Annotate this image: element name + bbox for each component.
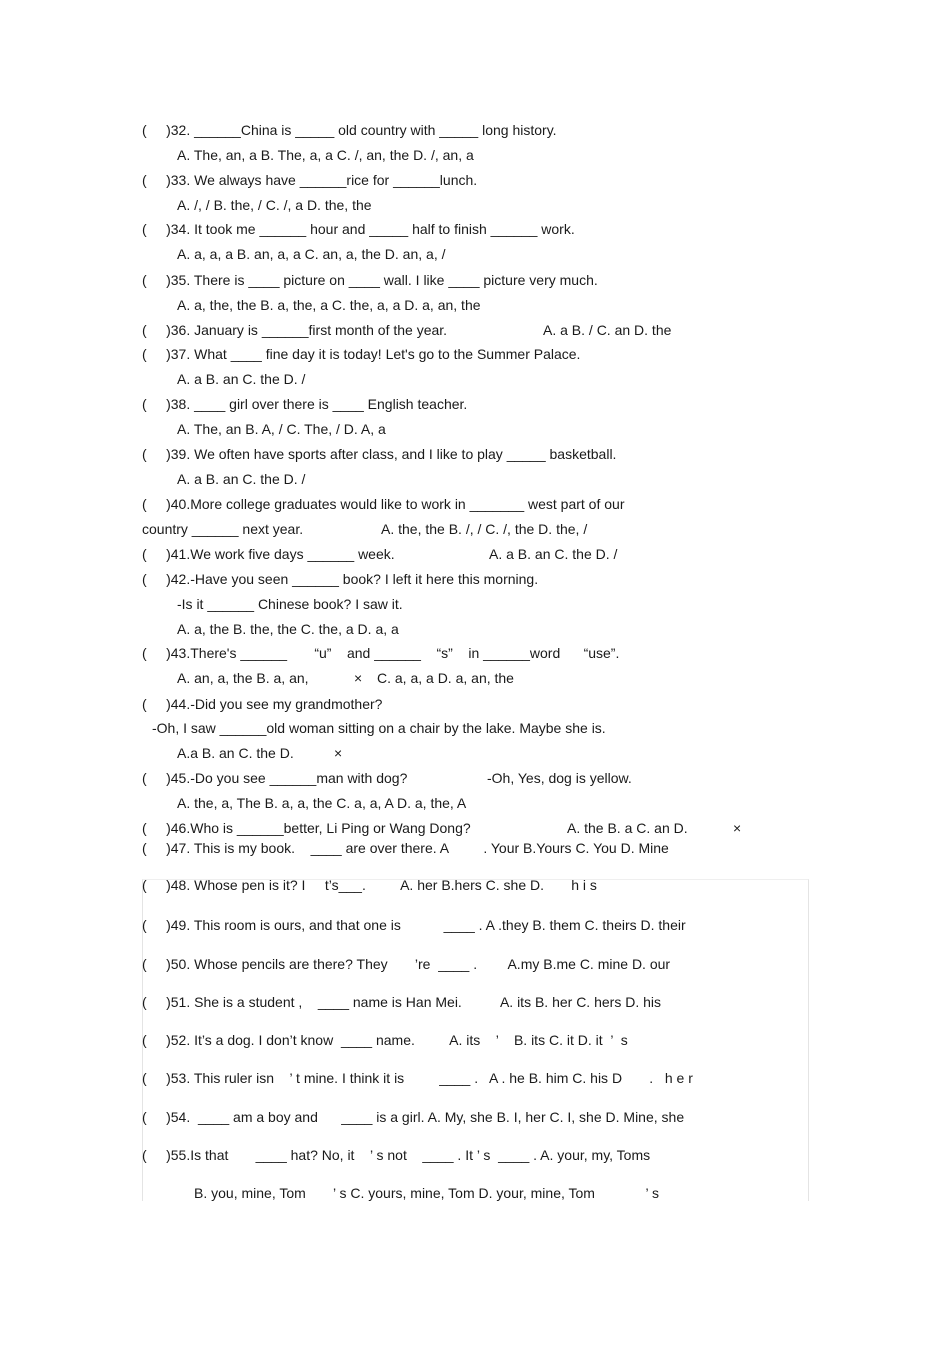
question-46-options: A. the B. a C. an D. [567,820,688,836]
question-55-options: B. you, mine, Tom ’ s C. yours, mine, Tom D. your, mine, Tom ’ s [194,1185,659,1201]
question-53: ( )53. This ruler isn ’ t mine. I think it is ____ . A . he B. him C. his D . h e r [142,1070,693,1086]
question-54: ( )54. ____ am a boy and ____ is a girl. A. My, she B. I, her C. I, she D. Mine, she [142,1109,685,1125]
question-39: ( )39. We often have sports after class, and I like to play _____ basketball. [142,446,617,462]
question-37-options: A. a B. an C. the D. / [177,371,306,387]
question-32: ( )32. ______China is _____ old country with _____ long history. [142,122,557,138]
question-43-options-b: C. a, a, a D. a, an, the [377,670,514,686]
question-51: ( )51. She is a student , ____ name is Han Mei. A. its B. her C. hers D. his [142,994,661,1010]
question-38-options: A. The, an B. A, / C. The, / D. A, a [177,421,386,437]
question-38: ( )38. ____ girl over there is ____ English teacher. [142,396,468,412]
question-45-options: A. the, a, The B. a, a, the C. a, a, A D. a, the, A [177,795,467,811]
question-55: ( )55.Is that ____ hat? No, it ’ s not ____ . It ’ s ____ . A. your, my, Toms [142,1147,651,1163]
question-44-options: A.a B. an C. the D. [177,745,294,761]
question-44: ( )44.-Did you see my grandmother? [142,696,383,712]
cross-mark-icon: × [733,820,742,836]
question-40-options: A. the, the B. /, / C. /, the D. the, / [381,521,588,537]
question-35: ( )35. There is ____ picture on ____ wall. I like ____ picture very much. [142,272,598,288]
question-52: ( )52. It’s a dog. I don’t know ____ name. A. its ’ B. its C. it D. it ’ s [142,1032,628,1048]
question-49: ( )49. This room is ours, and that one is ____ . A .they B. them C. theirs D. their [142,917,686,933]
question-44-reply: -Oh, I saw ______old woman sitting on a chair by the lake. Maybe she is. [152,720,606,736]
question-43-options-a: A. an, a, the B. a, an, [177,670,309,686]
question-43: ( )43.There's ______ “u” and ______ “s” in ______word “use”. [142,645,620,661]
question-42: ( )42.-Have you seen ______ book? I left it here this morning. [142,571,539,587]
question-42-options: A. a, the B. the, the C. the, a D. a, a [177,621,399,637]
question-48: ( )48. Whose pen is it? I t’s___. A. her B.hers C. she D. h i s [142,877,597,893]
question-45-reply: -Oh, Yes, dog is yellow. [487,770,632,786]
question-40-continued: country ______ next year. [142,521,304,537]
question-42-reply: -Is it ______ Chinese book? I saw it. [177,596,403,612]
question-33: ( )33. We always have ______rice for ______lunch. [142,172,478,188]
question-36: ( )36. January is ______first month of the year. [142,322,448,338]
question-34: ( )34. It took me ______ hour and _____ half to finish ______ work. [142,221,575,237]
cross-mark-icon: × [354,670,363,686]
question-37: ( )37. What ____ fine day it is today! Let's go to the Summer Palace. [142,346,581,362]
question-40: ( )40.More college graduates would like to work in _______ west part of our [142,496,625,512]
question-36-options: A. a B. / C. an D. the [543,322,672,338]
question-33-options: A. /, / B. the, / C. /, a D. the, the [177,197,372,213]
question-45: ( )45.-Do you see ______man with dog? [142,770,408,786]
question-41-options: A. a B. an C. the D. / [489,546,618,562]
question-35-options: A. a, the, the B. a, the, a C. the, a, a D. a, an, the [177,297,481,313]
question-39-options: A. a B. an C. the D. / [177,471,306,487]
question-41: ( )41.We work five days ______ week. [142,546,395,562]
question-32-options: A. The, an, a B. The, a, a C. /, an, the D. /, an, a [177,147,474,163]
question-46: ( )46.Who is ______better, Li Ping or Wang Dong? [142,820,471,836]
question-34-options: A. a, a, a B. an, a, a C. an, a, the D. an, a, / [177,246,446,262]
question-50: ( )50. Whose pencils are there? They ’re ____ . A.my B.me C. mine D. our [142,956,671,972]
cross-mark-icon: × [334,745,343,761]
question-47: ( )47. This is my book. ____ are over there. A . Your B.Yours C. You D. Mine [142,840,669,856]
